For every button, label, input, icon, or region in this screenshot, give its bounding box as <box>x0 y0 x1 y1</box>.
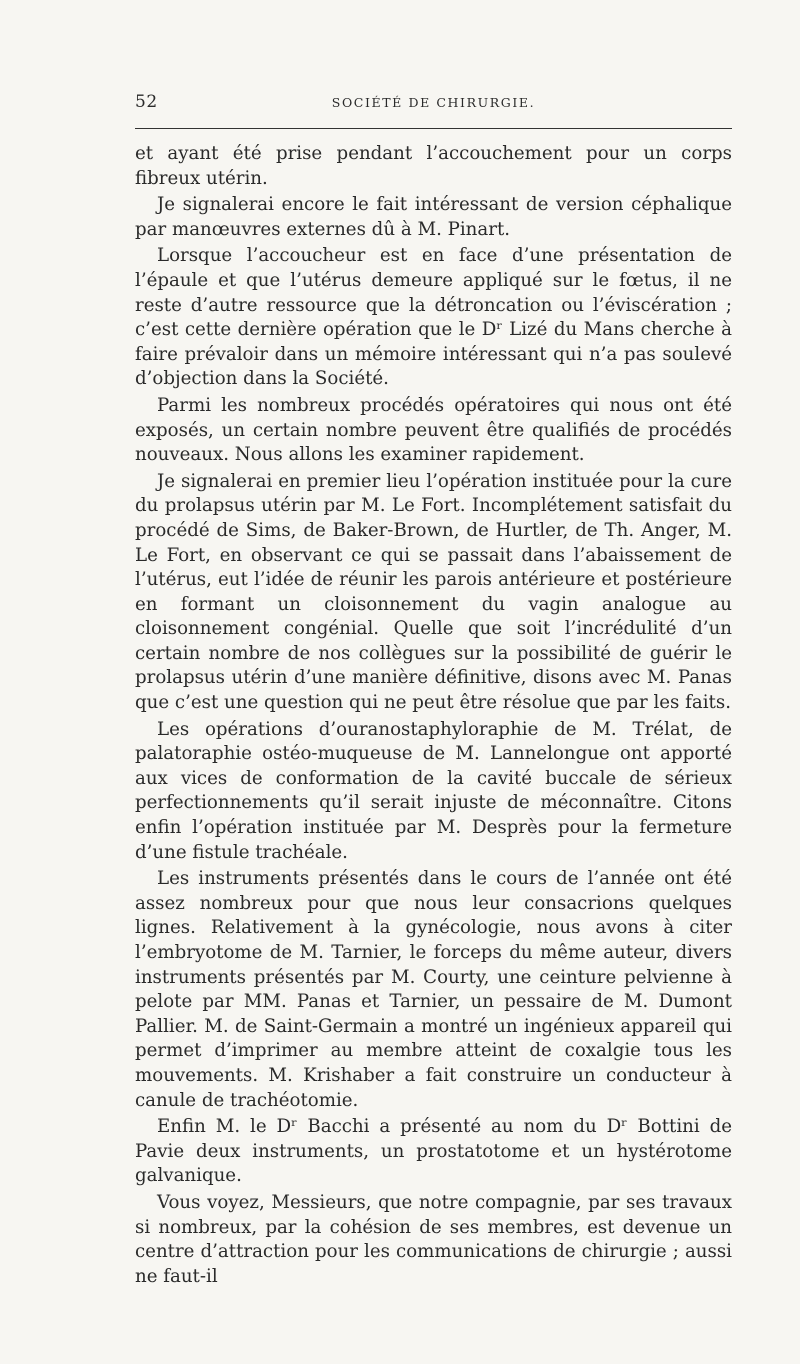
page-number: 52 <box>135 92 158 112</box>
header-rule <box>135 128 732 129</box>
paragraph-5: Je signalerai en premier lieu l’opération instituée pour la cure du prolapsus utérin par M. Le Fort. Incomplétement satisfait du procédé de Sims, de Baker-Brown, de Hurtler, de Th. Anger, M. Le Fort, en observant ce qui se passait dans l’abaissement de l’utérus, eut l’idée de réunir les parois antérieure et postérieure en formant un cloisonnement du vagin analogue au cloisonnement congénial. Quelle que soit l’incrédulité d’un certain nombre de nos collègues sur la possibilité de guérir le prolapsus utérin d’une manière définitive, disons avec M. Panas que c’est une question qui ne peut être résolue que par les faits. <box>135 470 732 714</box>
page-header <box>135 92 732 116</box>
body-text <box>135 142 732 1289</box>
paragraph-1: et ayant été prise pendant l’accouchement pour un corps fibreux utérin. <box>135 143 732 189</box>
paragraph-9: Vous voyez, Messieurs, que notre compagnie, par ses travaux si nombreux, par la cohésion de ses membres, est devenue un centre d’attraction pour les communications de chirurgie ; aussi ne faut-il <box>135 1191 732 1287</box>
paragraph-2: Je signalerai encore le fait intéressant de version céphalique par manœuvres externes dû à M. Pinart. <box>135 194 732 240</box>
paragraph-6: Les opérations d’ouranostaphyloraphie de M. Trélat, de palatoraphie ostéo-muqueuse de M. Lannelongue ont apporté aux vices de conformation de la cavité buccale de sérieux perfectionnements qu’il serait injuste de méconnaître. Citons enfin l’opération instituée par M. Desprès pour la fermeture d’une fistule trachéale. <box>135 718 732 863</box>
paragraph-8: Enfin M. le Dʳ Bacchi a présenté au nom du Dʳ Bottini de Pavie deux instruments, un prostatotome et un hystérotome galvanique. <box>135 1116 732 1187</box>
paragraph-4: Parmi les nombreux procédés opératoires qui nous ont été exposés, un certain nombre peuvent être qualifiés de procédés nouveaux. Nous allons les examiner rapidement. <box>135 394 732 466</box>
paragraph-3: Lorsque l’accoucheur est en face d’une présentation de l’épaule et que l’utérus demeure appliqué sur le fœtus, il ne reste d’autre ressource que la détroncation ou l’éviscération ; c’est cette dernière opération que le Dʳ Lizé du Mans cherche à faire prévaloir dans un mémoire intéressant qui n’a pas soulevé d’objection dans la Société. <box>135 245 732 390</box>
running-head: SOCIÉTÉ DE CHIRURGIE. <box>331 95 536 110</box>
paragraph-7: Les instruments présentés dans le cours de l’année ont été assez nombreux pour que nous leur consacrions quelques lignes. Relativement à la gynécologie, nous avons à citer l’embryotome de M. Tarnier, le forceps du même auteur, divers instruments présentés par M. Courty, une ceinture pelvienne à pelote par MM. Panas et Tarnier, un pessaire de M. Dumont Pallier. M. de Saint-Germain a montré un ingénieux appareil qui permet d’imprimer au membre atteint de coxalgie tous les mouvements. M. Krishaber a fait construire un conducteur à canule de trachéotomie. <box>135 868 732 1111</box>
